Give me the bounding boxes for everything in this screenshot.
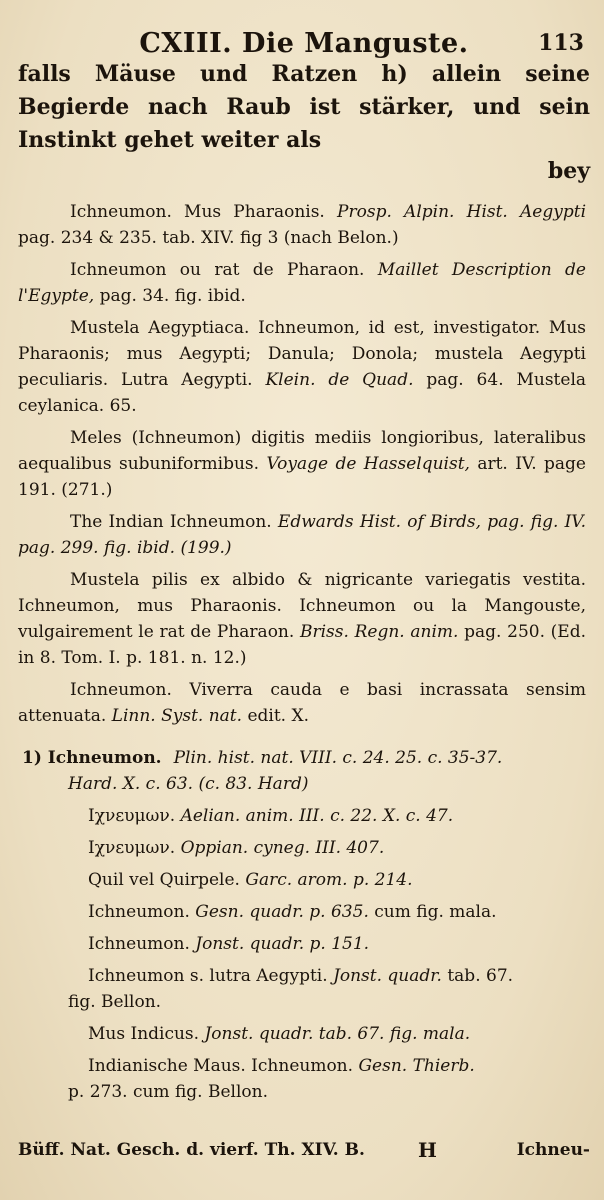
imprint-line: Büff. Nat. Gesch. d. vierf. Th. XIV. B. bbox=[18, 1140, 365, 1160]
reference-entry: The Indian Ichneumon. Edwards Hist. of Birds, pag. fig. IV. pag. 299. fig. ibid. (199.) bbox=[18, 512, 587, 558]
footnote-item: Quil vel Quirpele. Garc. arom. p. 214. bbox=[88, 870, 413, 890]
footnote-item: Indianische Maus. Ichneumon. Gesn. Thierb. p. 273. cum fig. Bellon. bbox=[68, 1056, 475, 1102]
running-title: CXIII. Die Manguste. bbox=[139, 28, 469, 59]
reference-entry: Mustela Aegyptiaca. Ichneumon, id est, investigator. Mus Pharaonis; mus Aegypti; Danula; Donola; mustela Aegypti peculiaris. Lutra Aegypti. Klein. de Quad. pag. 64. Mustela ceylanica. 65. bbox=[18, 318, 587, 416]
reference-entry: Ichneumon ou rat de Pharaon. Maillet Description de l'Egypte, pag. 34. fig. ibid. bbox=[18, 260, 586, 306]
page-footer bbox=[18, 1140, 590, 1160]
page-header bbox=[18, 0, 590, 58]
reference-entry: Ichneumon. Viverra cauda e basi incrassata sensim attenuata. Linn. Syst. nat. edit. X. bbox=[18, 680, 586, 726]
references-list bbox=[18, 199, 590, 729]
reference-entry: Mustela pilis ex albido & nigricante variegatis vestita. Ichneumon, mus Pharaonis. Ichneumon ou la Mangouste, vulgairement le rat de Pharaon. Briss. Regn. anim. pag. 250. (Ed. in 8. Tom. I. p. 181. n. 12.) bbox=[18, 570, 586, 668]
footnote-item: Ichneumon s. lutra Aegypti. Jonst. quadr. tab. 67. fig. Bellon. bbox=[68, 966, 514, 1012]
footnotes bbox=[18, 745, 590, 1105]
continued-paragraph: falls Mäuse und Ratzen h) allein seine Begierde nach Raub ist stärker, und sein Instinkt gehet weiter als bbox=[18, 61, 590, 153]
footnote-item: Ιχνευμων. Aelian. anim. III. c. 22. X. c. 47. bbox=[88, 806, 454, 826]
page-number: 113 bbox=[538, 30, 584, 56]
footnote-item: Ichneumon. Jonst. quadr. p. 151. bbox=[88, 934, 370, 954]
reference-entry: Meles (Ichneumon) digitis mediis longioribus, lateralibus aequalibus subuniformibus. Voyage de Hasselquist, art. IV. page 191. (271.) bbox=[18, 428, 586, 500]
footnote-item: Ιχνευμων. Oppian. cyneg. III. 407. bbox=[88, 838, 385, 858]
reference-entry: Ichneumon. Mus Pharaonis. Prosp. Alpin. Hist. Aegypti pag. 234 & 235. tab. XIV. fig 3 (nach Belon.) bbox=[18, 202, 587, 248]
footnote-first: 1) Ichneumon. Plin. hist. nat. VIII. c. 24. 25. c. 35-37. Hard. X. c. 63. (c. 83. Hard) bbox=[22, 748, 503, 794]
continued-end-word: bey bbox=[547, 158, 590, 184]
catchword: Ichneu- bbox=[516, 1140, 590, 1160]
signature-mark: H bbox=[418, 1138, 437, 1162]
footnote-item: Mus Indicus. Jonst. quadr. tab. 67. fig. mala. bbox=[88, 1024, 471, 1044]
footnote-item: Ichneumon. Gesn. quadr. p. 635. cum fig. mala. bbox=[88, 902, 497, 922]
